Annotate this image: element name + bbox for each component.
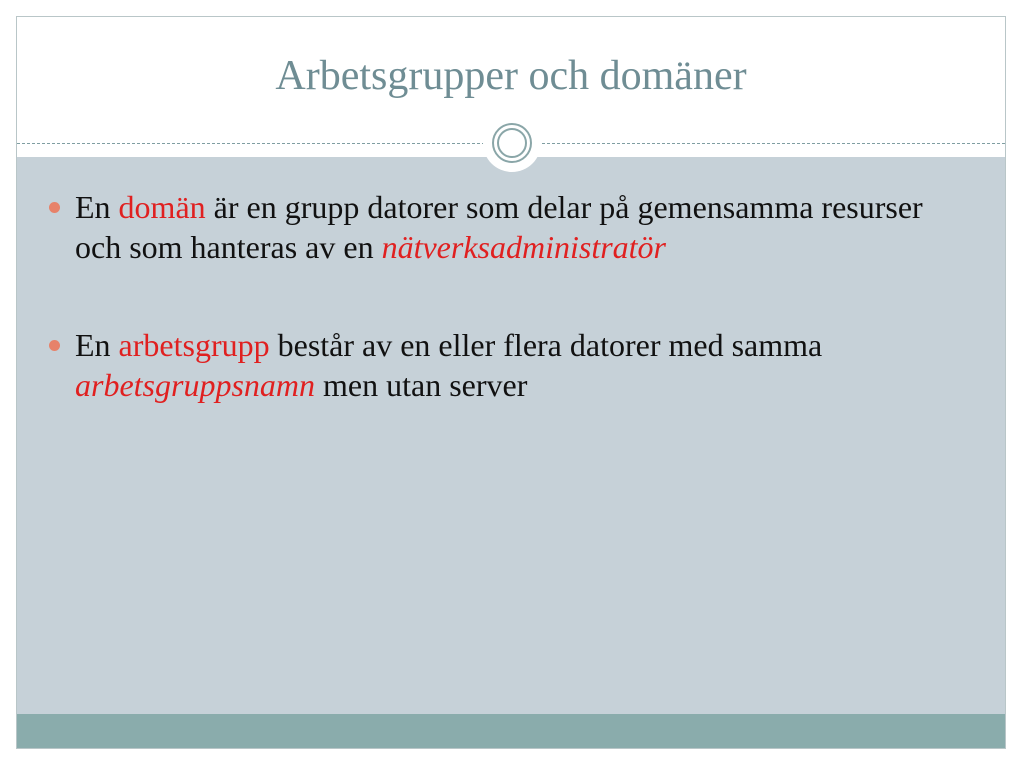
- bullet-text-prefix: En: [75, 189, 119, 225]
- bullet-text-prefix: En: [75, 327, 119, 363]
- content-area: [17, 157, 1005, 716]
- bullet-dot-icon: [49, 340, 60, 351]
- ornament-inner-ring: [497, 128, 527, 158]
- slide-title: Arbetsgrupper och domäner: [275, 53, 747, 99]
- bullet-text-suffix: men utan server: [315, 367, 528, 403]
- footer-band: [17, 714, 1005, 748]
- slide-frame: [16, 16, 1006, 749]
- bullet-item-workgroup: [49, 325, 949, 405]
- term-workgroup-name: arbetsgruppsnamn: [75, 367, 316, 403]
- bullet-item-domain: [49, 187, 949, 267]
- bullet-list: [49, 187, 949, 463]
- bullet-text-middle: består av en eller flera datorer med samma: [269, 327, 823, 363]
- bullet-dot-icon: [49, 202, 60, 213]
- bullet-text-middle: är en grupp datorer som delar på gemensamma resurser och som hanteras av en: [75, 189, 923, 265]
- term-workgroup: arbetsgrupp: [118, 327, 270, 363]
- term-domain: domän: [118, 189, 206, 225]
- circle-ornament-icon: [483, 114, 541, 172]
- term-network-admin: nätverksadministratör: [381, 229, 666, 265]
- ornament-outer-ring: [492, 123, 532, 163]
